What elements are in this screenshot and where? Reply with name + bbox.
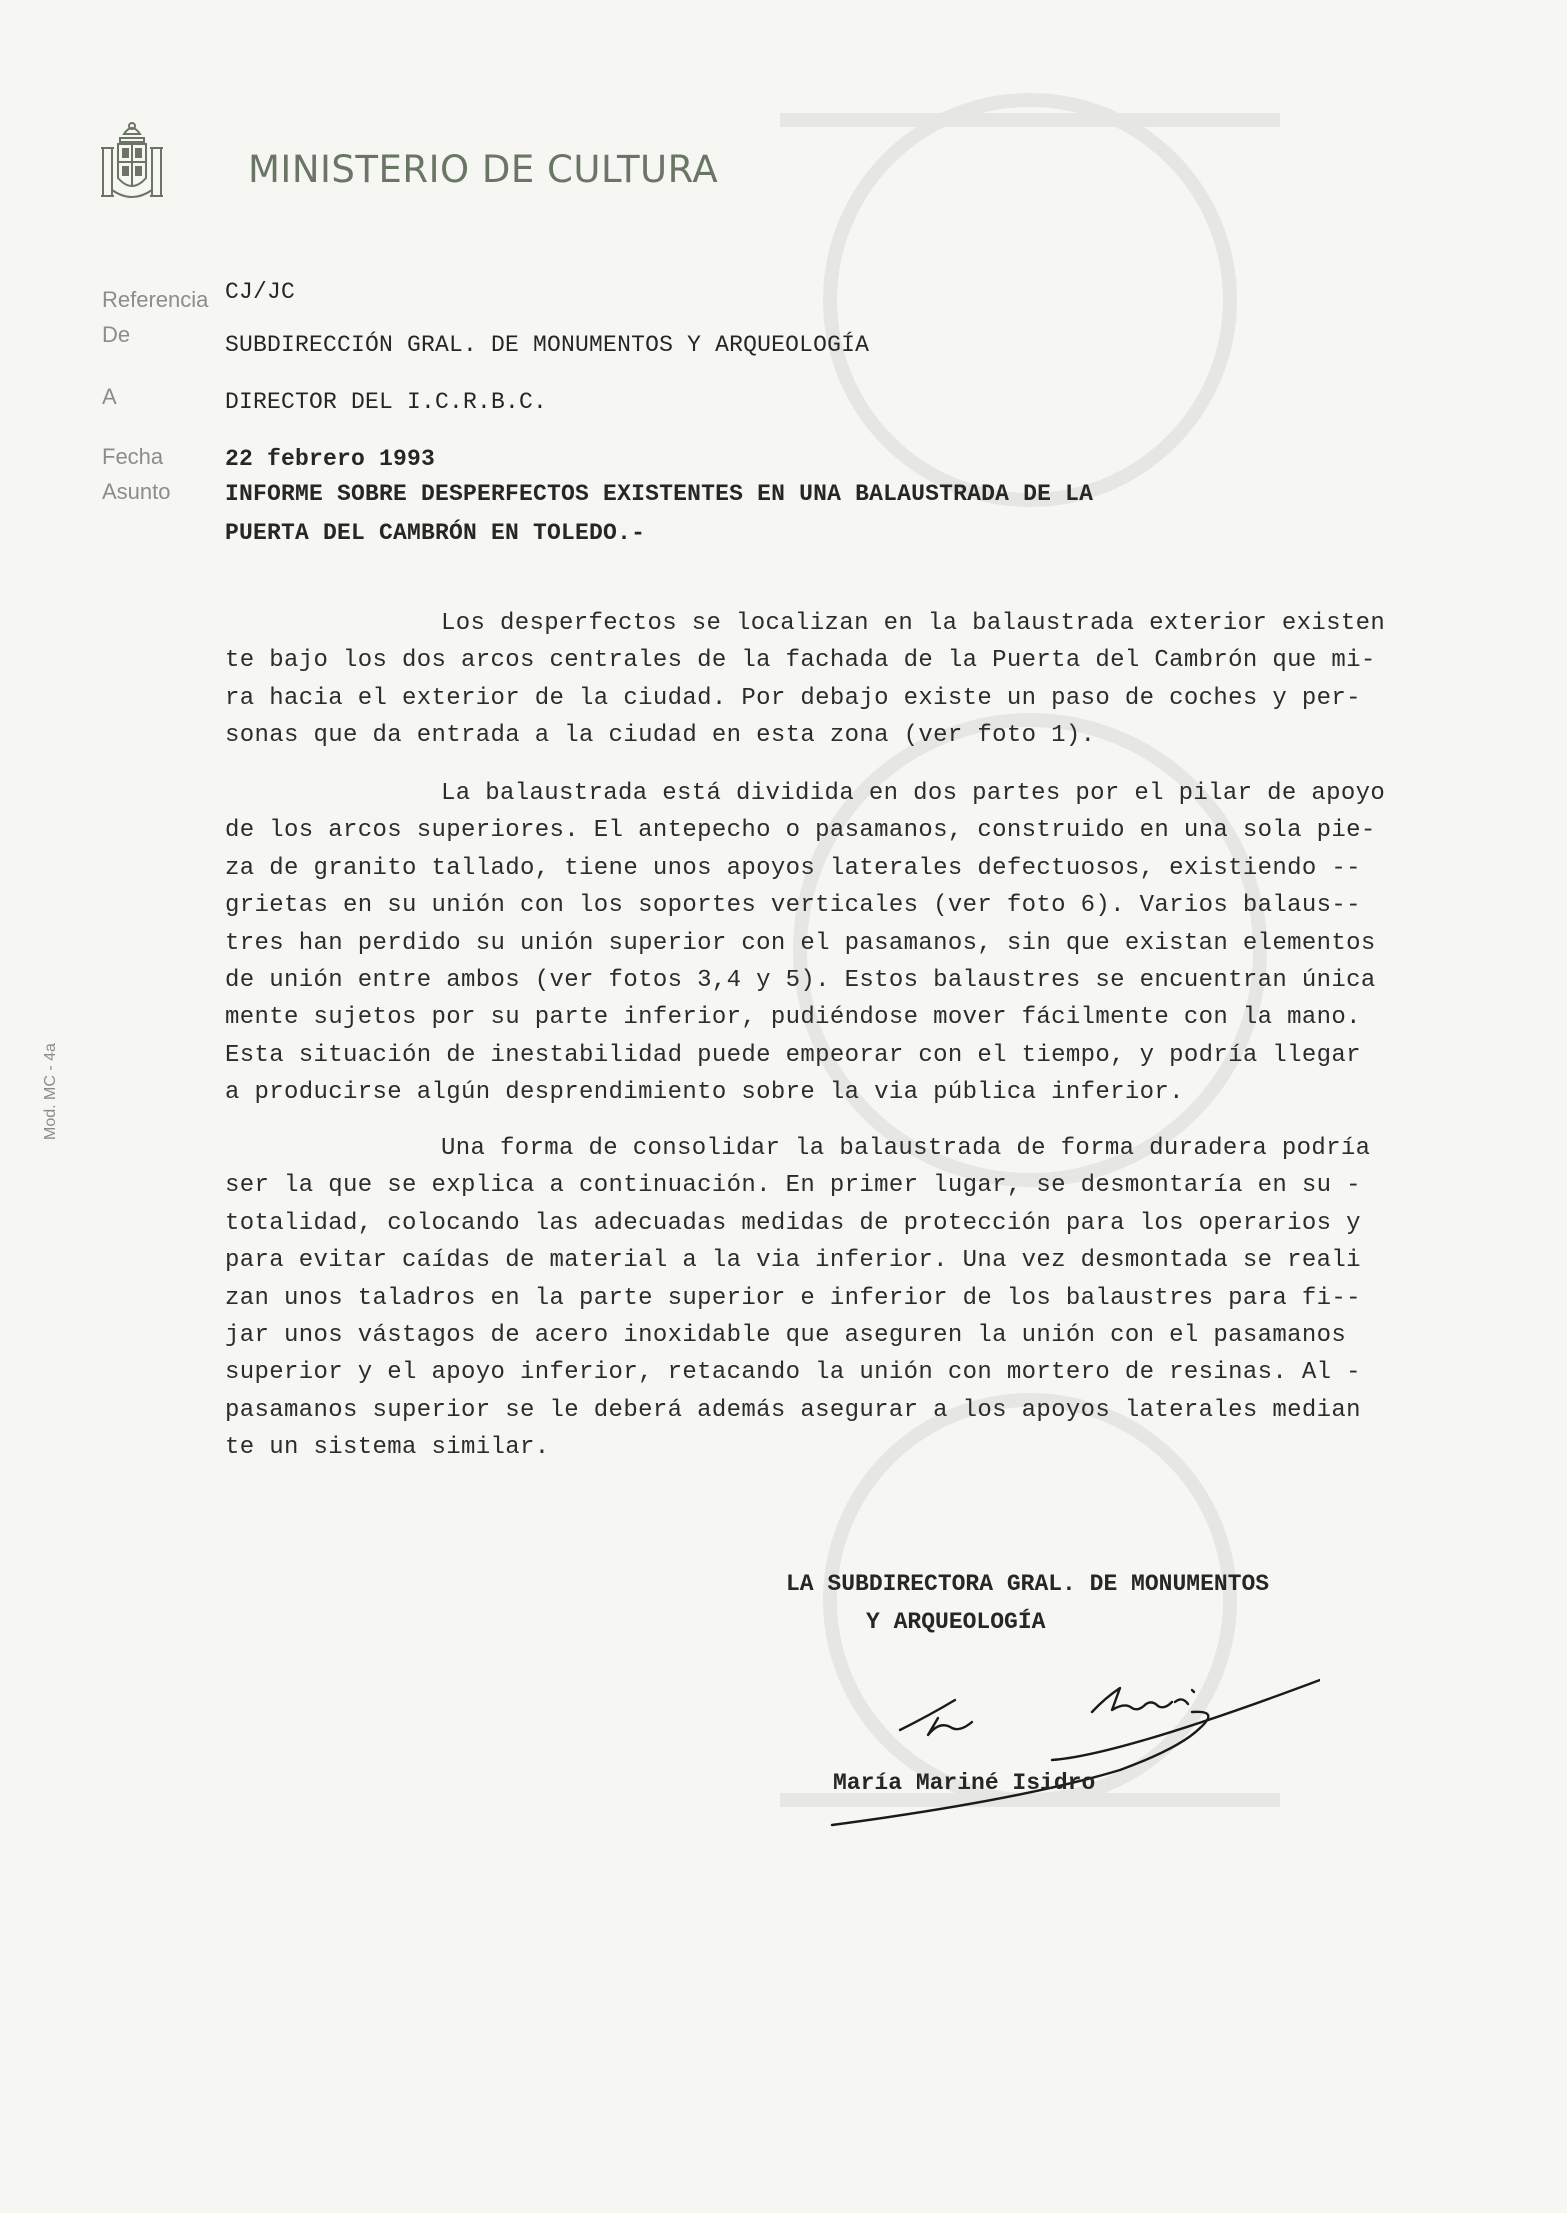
text-line: mente sujetos por su parte inferior, pudiéndose mover fácilmente con la mano. bbox=[225, 1004, 1361, 1032]
asunto-line: PUERTA DEL CAMBRÓN EN TOLEDO.- bbox=[225, 520, 646, 546]
coat-of-arms-icon bbox=[100, 120, 164, 208]
de-value: SUBDIRECCIÓN GRAL. DE MONUMENTOS Y ARQUEOLOGÍA bbox=[225, 332, 870, 358]
text-line: de los arcos superiores. El antepecho o pasamanos, construido en una sola pie- bbox=[225, 817, 1376, 845]
text-line: sonas que da entrada a la ciudad en esta zona (ver foto 1). bbox=[225, 722, 1096, 750]
fecha-value: 22 febrero 1993 bbox=[225, 446, 436, 472]
text-line: de unión entre ambos (ver fotos 3,4 y 5). Estos balaustres se encuentran única bbox=[225, 966, 1376, 994]
text-line: a producirse algún desprendimiento sobre la via pública inferior. bbox=[225, 1079, 1184, 1107]
referencia-value: CJ/JC bbox=[225, 279, 296, 305]
text-line: jar unos vástagos de acero inoxidable que aseguren la unión con el pasamanos bbox=[225, 1321, 1347, 1349]
a-value: DIRECTOR DEL I.C.R.B.C. bbox=[225, 389, 548, 415]
text-line: te bajo los dos arcos centrales de la fachada de la Puerta del Cambrón que mi- bbox=[225, 647, 1376, 675]
text-line: para evitar caídas de material a la via inferior. Una vez desmontada se reali bbox=[225, 1247, 1361, 1275]
text-line: Esta situación de inestabilidad puede empeorar con el tiempo, y podría llegar bbox=[225, 1041, 1361, 1069]
a-label: A bbox=[102, 384, 117, 409]
asunto-line: INFORME SOBRE DESPERFECTOS EXISTENTES EN UNA BALAUSTRADA DE LA bbox=[225, 481, 1094, 507]
asunto-label: Asunto bbox=[102, 479, 171, 504]
ministry-name: MINISTERIO DE CULTURA bbox=[248, 148, 719, 191]
form-code: Mod. MC - 4a bbox=[42, 1043, 59, 1140]
text-line: superior y el apoyo inferior, retacando la unión con mortero de resinas. Al - bbox=[225, 1359, 1361, 1387]
text-line: La balaustrada está dividida en dos partes por el pilar de apoyo bbox=[441, 780, 1386, 807]
paragraph-2 bbox=[225, 775, 1480, 1112]
text-line: tres han perdido su unión superior con el pasamanos, sin que existan elementos bbox=[225, 929, 1376, 957]
signatory-title-line: LA SUBDIRECTORA GRAL. DE MONUMENTOS bbox=[786, 1571, 1270, 1597]
text-line: ra hacia el exterior de la ciudad. Por debajo existe un paso de coches y per- bbox=[225, 684, 1361, 712]
handwritten-signature bbox=[820, 1660, 1320, 1830]
paragraph-3 bbox=[225, 1130, 1480, 1467]
text-line: Una forma de consolidar la balaustrada de forma duradera podría bbox=[441, 1135, 1371, 1162]
text-line: totalidad, colocando las adecuadas medidas de protección para los operarios y bbox=[225, 1209, 1361, 1237]
de-label: De bbox=[102, 322, 131, 347]
signatory-title-line: Y ARQUEOLOGÍA bbox=[866, 1609, 1046, 1635]
text-line: grietas en su unión con los soportes verticales (ver foto 6). Varios balaus-- bbox=[225, 892, 1361, 920]
text-line: pasamanos superior se le deberá además asegurar a los apoyos laterales median bbox=[225, 1396, 1361, 1424]
text-line: Los desperfectos se localizan en la balaustrada exterior existen bbox=[441, 610, 1386, 637]
text-line: zan unos taladros en la parte superior e inferior de los balaustres para fi-- bbox=[225, 1284, 1361, 1312]
text-line: ser la que se explica a continuación. En primer lugar, se desmontaría en su - bbox=[225, 1172, 1361, 1200]
signatory-title bbox=[786, 1565, 1269, 1641]
signatory-name: María Mariné Isidro bbox=[833, 1770, 1096, 1796]
text-line: te un sistema similar. bbox=[225, 1434, 550, 1462]
fecha-label: Fecha bbox=[102, 444, 164, 469]
paragraph-1 bbox=[225, 605, 1480, 755]
referencia-label: Referencia bbox=[102, 287, 209, 312]
text-line: za de granito tallado, tiene unos apoyos laterales defectuosos, existiendo -- bbox=[225, 854, 1361, 882]
